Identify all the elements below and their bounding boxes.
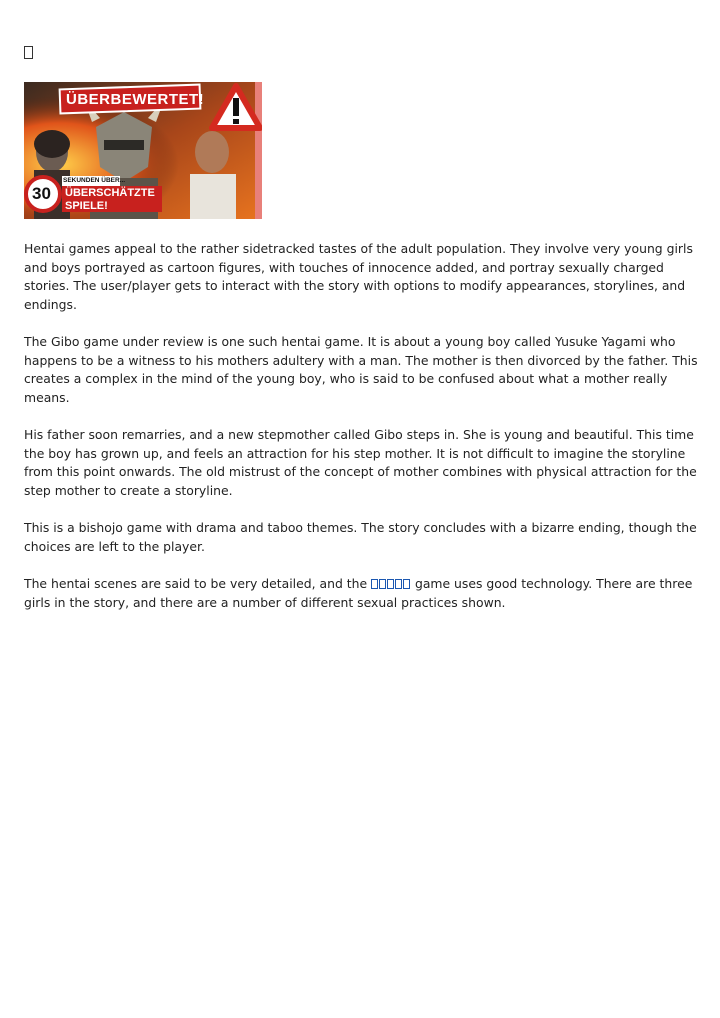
hero-badge-line-1: ÜBERSCHÄTZTE	[65, 187, 155, 199]
hero-image	[24, 82, 262, 219]
paragraph: His father soon remarries, and a new stepmother called Gibo steps in. She is young and beautiful. This time the boy has grown up, and feels an attraction for his step mother. It is not difficult to imagine the storyline from this point onwards. The old mistrust of the concept of mother combines with physical attraction for the step mother to create a storyline.	[24, 427, 697, 498]
paragraph: Hentai games appeal to the rather sidetracked tastes of the adult population. They involve very young girls and boys portrayed as cartoon figures, with touches of innocence added, and portray sexually charged stories. The user/player gets to interact with the story with options to modify appearances, storylines, and endings.	[24, 241, 693, 312]
paragraph: This is a bishojo game with drama and taboo themes. The story concludes with a bizarre ending, though the choices are left to the player.	[24, 520, 697, 554]
paragraph-text: The hentai scenes are said to be very detailed, and the	[24, 576, 372, 591]
hero-badge-line-2: SPIELE!	[65, 200, 108, 212]
hero-badge-small-text: SEKUNDEN ÜBER...	[63, 177, 126, 184]
hero-badge-number: 30	[32, 184, 51, 203]
missing-glyph-icon	[379, 579, 386, 589]
inline-link[interactable]	[371, 576, 411, 591]
paragraph-with-link	[24, 575, 698, 612]
hero-banner-text: ÜBERBEWERTET!	[66, 91, 205, 108]
paragraph-text: game uses good technology. There are three girls in the story, and there are a number of different sexual practices shown.	[24, 576, 693, 610]
missing-glyph-icon	[24, 46, 33, 59]
missing-glyph-icon	[395, 579, 402, 589]
article-body	[24, 240, 698, 631]
missing-glyph-icon	[371, 579, 378, 589]
missing-glyph-icon	[403, 579, 410, 589]
missing-glyph-icon	[387, 579, 394, 589]
paragraph: The Gibo game under review is one such hentai game. It is about a young boy called Yusuke Yagami who happens to be a witness to his mothers adultery with a man. The mother is then divorced by the father. This creates a complex in the mind of the young boy, who is said to be confused about what a mother really means.	[24, 334, 698, 405]
